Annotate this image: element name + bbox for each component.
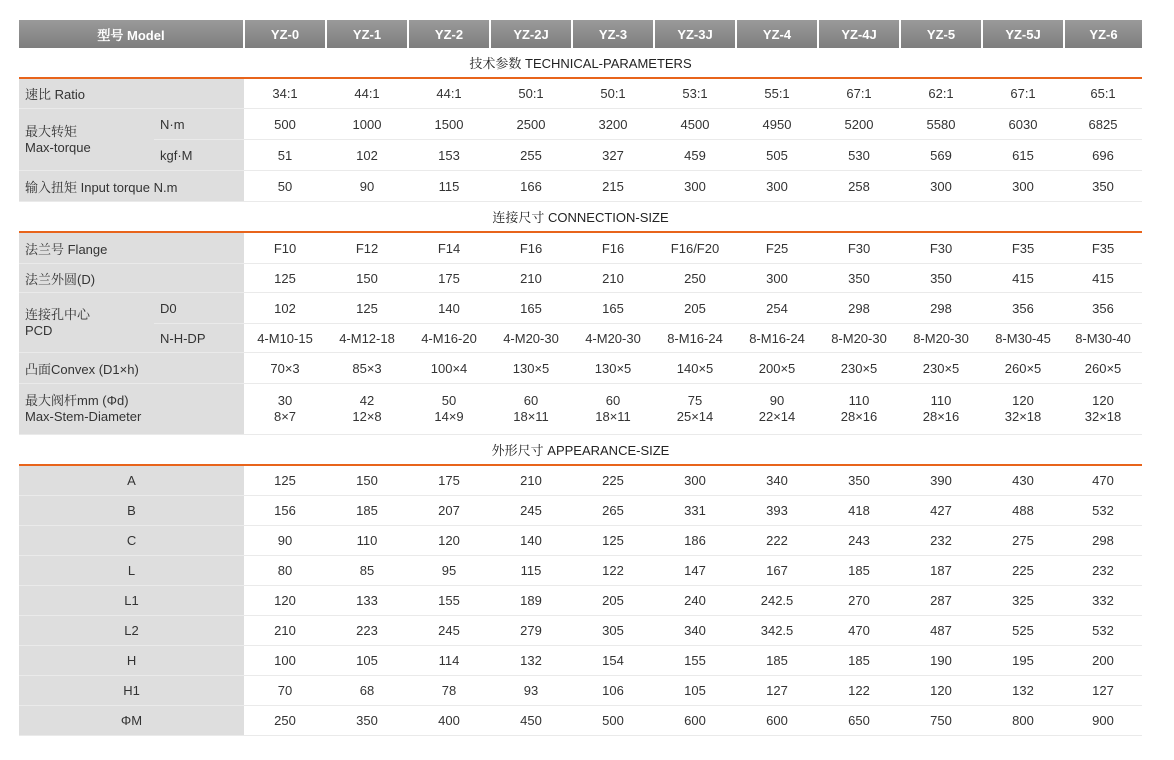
section-title: 外形尺寸 APPEARANCE-SIZE xyxy=(19,435,1142,466)
value-cell: 153 xyxy=(408,140,490,171)
value-cell: 270 xyxy=(818,586,900,616)
row-label-pcd xyxy=(19,293,154,353)
value-cell: 1500 xyxy=(408,109,490,140)
value-cell: 600 xyxy=(654,706,736,736)
value-cell: 255 xyxy=(490,140,572,171)
value-cell: 80 xyxy=(244,556,326,586)
value-cell: 165 xyxy=(572,293,654,324)
value-cell: 225 xyxy=(572,465,654,496)
row-label: A xyxy=(19,465,244,496)
value-cell: 44:1 xyxy=(408,78,490,109)
label-cn: 连接孔中心 xyxy=(25,306,91,322)
value-cell: 5200 xyxy=(818,109,900,140)
row-label: ΦM xyxy=(19,706,244,736)
value-cell: 300 xyxy=(900,171,982,202)
value-cell: 8-M30-40 xyxy=(1064,324,1142,353)
value-cell: 532 xyxy=(1064,496,1142,526)
row-label: B xyxy=(19,496,244,526)
value-cell: F35 xyxy=(1064,232,1142,264)
value-cell: 95 xyxy=(408,556,490,586)
value-cell xyxy=(490,384,572,435)
label-en: Max-Stem-Diameter xyxy=(25,409,142,424)
stem-diameter: 60 xyxy=(605,393,621,408)
value-cell: 4500 xyxy=(654,109,736,140)
row-appearance xyxy=(19,556,1142,586)
value-cell: 4-M16-20 xyxy=(408,324,490,353)
value-cell: 67:1 xyxy=(818,78,900,109)
value-cell: 279 xyxy=(490,616,572,646)
value-cell: 114 xyxy=(408,646,490,676)
value-cell: 340 xyxy=(736,465,818,496)
value-cell: 800 xyxy=(982,706,1064,736)
value-cell: 232 xyxy=(1064,556,1142,586)
value-cell: 500 xyxy=(244,109,326,140)
row-label: L xyxy=(19,556,244,586)
row-max-torque-kgf xyxy=(19,140,1142,171)
label-en: PCD xyxy=(25,322,53,338)
value-cell: 342.5 xyxy=(736,616,818,646)
row-flange-od xyxy=(19,264,1142,293)
value-cell: 390 xyxy=(900,465,982,496)
value-cell: F16/F20 xyxy=(654,232,736,264)
value-cell: 470 xyxy=(818,616,900,646)
value-cell: 44:1 xyxy=(326,78,408,109)
value-cell: 8-M30-45 xyxy=(982,324,1064,353)
value-cell: 156 xyxy=(244,496,326,526)
value-cell: 430 xyxy=(982,465,1064,496)
value-cell: 53:1 xyxy=(654,78,736,109)
stem-square: 28×16 xyxy=(840,409,878,424)
stem-diameter: 30 xyxy=(277,393,293,408)
stem-diameter: 110 xyxy=(930,393,952,408)
value-cell: 350 xyxy=(818,264,900,293)
stem-diameter: 120 xyxy=(1012,393,1034,408)
value-cell: 230×5 xyxy=(900,353,982,384)
value-cell: 133 xyxy=(326,586,408,616)
value-cell: 125 xyxy=(244,465,326,496)
value-cell: 6030 xyxy=(982,109,1064,140)
value-cell: 185 xyxy=(818,556,900,586)
value-cell: 298 xyxy=(818,293,900,324)
stem-square: 32×18 xyxy=(1084,409,1122,424)
value-cell: 155 xyxy=(408,586,490,616)
stem-square: 18×11 xyxy=(595,409,631,424)
value-cell: 900 xyxy=(1064,706,1142,736)
row-label: L2 xyxy=(19,616,244,646)
stem-diameter: 90 xyxy=(769,393,785,408)
value-cell: 147 xyxy=(654,556,736,586)
value-cell: 155 xyxy=(654,646,736,676)
stem-diameter: 50 xyxy=(441,393,457,408)
value-cell xyxy=(244,384,326,435)
model-header-cell: YZ-2J xyxy=(490,20,572,48)
unit-label: N·m xyxy=(154,109,244,140)
value-cell: 427 xyxy=(900,496,982,526)
value-cell: 250 xyxy=(244,706,326,736)
value-cell: F35 xyxy=(982,232,1064,264)
row-pcd-nhdp xyxy=(19,324,1142,353)
value-cell: F16 xyxy=(490,232,572,264)
unit-label: D0 xyxy=(154,293,244,324)
value-cell: 350 xyxy=(818,465,900,496)
value-cell: 356 xyxy=(1064,293,1142,324)
value-cell: 488 xyxy=(982,496,1064,526)
value-cell: 50 xyxy=(244,171,326,202)
value-cell: 106 xyxy=(572,676,654,706)
value-cell: 325 xyxy=(982,586,1064,616)
value-cell: 115 xyxy=(408,171,490,202)
value-cell: 132 xyxy=(982,676,1064,706)
value-cell: 300 xyxy=(736,264,818,293)
value-cell: 350 xyxy=(900,264,982,293)
value-cell: 34:1 xyxy=(244,78,326,109)
value-cell: 100 xyxy=(244,646,326,676)
value-cell: 115 xyxy=(490,556,572,586)
value-cell: 125 xyxy=(244,264,326,293)
section-title: 技术参数 TECHNICAL-PARAMETERS xyxy=(19,48,1142,78)
value-cell: 569 xyxy=(900,140,982,171)
model-header-cell: YZ-1 xyxy=(326,20,408,48)
value-cell: 102 xyxy=(244,293,326,324)
value-cell: 120 xyxy=(408,526,490,556)
value-cell xyxy=(654,384,736,435)
row-appearance xyxy=(19,646,1142,676)
value-cell: 130×5 xyxy=(490,353,572,384)
section-appearance xyxy=(19,435,1142,466)
value-cell: 132 xyxy=(490,646,572,676)
row-max-torque-nm xyxy=(19,109,1142,140)
value-cell: 210 xyxy=(244,616,326,646)
value-cell: 1000 xyxy=(326,109,408,140)
label-cn: 最大转矩 xyxy=(25,123,78,139)
value-cell: 207 xyxy=(408,496,490,526)
value-cell: 140×5 xyxy=(654,353,736,384)
value-cell: 500 xyxy=(572,706,654,736)
value-cell: 245 xyxy=(490,496,572,526)
value-cell: F12 xyxy=(326,232,408,264)
value-cell: 187 xyxy=(900,556,982,586)
value-cell: 532 xyxy=(1064,616,1142,646)
value-cell: 150 xyxy=(326,465,408,496)
value-cell: 8-M16-24 xyxy=(736,324,818,353)
value-cell: 230×5 xyxy=(818,353,900,384)
stem-square: 28×16 xyxy=(922,409,960,424)
stem-square: 32×18 xyxy=(1004,409,1042,424)
value-cell: 78 xyxy=(408,676,490,706)
value-cell: 287 xyxy=(900,586,982,616)
row-label: 输入扭矩 Input torque N.m xyxy=(19,171,244,202)
value-cell: 356 xyxy=(982,293,1064,324)
value-cell: 195 xyxy=(982,646,1064,676)
value-cell: 600 xyxy=(736,706,818,736)
stem-square: 12×8 xyxy=(352,409,382,424)
section-title: 连接尺寸 CONNECTION-SIZE xyxy=(19,202,1142,233)
value-cell: 327 xyxy=(572,140,654,171)
value-cell: 2500 xyxy=(490,109,572,140)
value-cell: 127 xyxy=(1064,676,1142,706)
value-cell: 50:1 xyxy=(490,78,572,109)
value-cell: 240 xyxy=(654,586,736,616)
value-cell: 300 xyxy=(736,171,818,202)
row-label-max-torque xyxy=(19,109,154,171)
row-convex xyxy=(19,353,1142,384)
value-cell xyxy=(818,384,900,435)
value-cell: 90 xyxy=(326,171,408,202)
label-en: Max-torque xyxy=(25,139,91,155)
value-cell: 225 xyxy=(982,556,1064,586)
value-cell: 125 xyxy=(572,526,654,556)
value-cell: 125 xyxy=(326,293,408,324)
value-cell: 305 xyxy=(572,616,654,646)
value-cell: F10 xyxy=(244,232,326,264)
row-appearance xyxy=(19,676,1142,706)
value-cell: 265 xyxy=(572,496,654,526)
value-cell: 525 xyxy=(982,616,1064,646)
value-cell: 185 xyxy=(326,496,408,526)
stem-square: 22×14 xyxy=(758,409,796,424)
model-header-cell: YZ-0 xyxy=(244,20,326,48)
value-cell: 505 xyxy=(736,140,818,171)
row-label: 速比 Ratio xyxy=(19,78,244,109)
section-connection xyxy=(19,202,1142,233)
value-cell: 340 xyxy=(654,616,736,646)
value-cell: F16 xyxy=(572,232,654,264)
row-label: C xyxy=(19,526,244,556)
model-header-cell: YZ-5 xyxy=(900,20,982,48)
model-header-cell: YZ-2 xyxy=(408,20,490,48)
value-cell: 70 xyxy=(244,676,326,706)
stem-square: 25×14 xyxy=(676,409,714,424)
value-cell: 51 xyxy=(244,140,326,171)
model-header-cell: YZ-3J xyxy=(654,20,736,48)
row-pcd-d0 xyxy=(19,293,1142,324)
value-cell: 696 xyxy=(1064,140,1142,171)
header-row xyxy=(19,20,1142,48)
value-cell: 140 xyxy=(490,526,572,556)
value-cell: F14 xyxy=(408,232,490,264)
value-cell xyxy=(982,384,1064,435)
value-cell xyxy=(1064,384,1142,435)
section-technical xyxy=(19,48,1142,78)
value-cell: 140 xyxy=(408,293,490,324)
value-cell: 210 xyxy=(490,465,572,496)
value-cell: 185 xyxy=(818,646,900,676)
value-cell: 120 xyxy=(244,586,326,616)
value-cell: 260×5 xyxy=(982,353,1064,384)
row-label: H xyxy=(19,646,244,676)
stem-diameter: 75 xyxy=(687,393,703,408)
value-cell: 350 xyxy=(1064,171,1142,202)
value-cell: 223 xyxy=(326,616,408,646)
stem-diameter: 42 xyxy=(359,393,375,408)
value-cell: 470 xyxy=(1064,465,1142,496)
value-cell: 186 xyxy=(654,526,736,556)
value-cell: 615 xyxy=(982,140,1064,171)
row-stem xyxy=(19,384,1142,435)
value-cell: 205 xyxy=(572,586,654,616)
value-cell: 4-M20-30 xyxy=(490,324,572,353)
value-cell: 530 xyxy=(818,140,900,171)
value-cell: 222 xyxy=(736,526,818,556)
value-cell: 122 xyxy=(572,556,654,586)
value-cell: F30 xyxy=(900,232,982,264)
spec-table xyxy=(19,20,1142,736)
stem-square: 8×7 xyxy=(273,409,297,424)
value-cell xyxy=(326,384,408,435)
value-cell: 70×3 xyxy=(244,353,326,384)
unit-label: kgf·M xyxy=(154,140,244,171)
value-cell: 90 xyxy=(244,526,326,556)
value-cell: 175 xyxy=(408,465,490,496)
value-cell: 200×5 xyxy=(736,353,818,384)
value-cell: 3200 xyxy=(572,109,654,140)
value-cell: 332 xyxy=(1064,586,1142,616)
value-cell: 8-M16-24 xyxy=(654,324,736,353)
value-cell: 400 xyxy=(408,706,490,736)
value-cell: 85 xyxy=(326,556,408,586)
value-cell: 150 xyxy=(326,264,408,293)
model-header-label: 型号 Model xyxy=(19,20,244,48)
value-cell: 205 xyxy=(654,293,736,324)
value-cell: 298 xyxy=(900,293,982,324)
model-header-cell: YZ-4J xyxy=(818,20,900,48)
value-cell: 167 xyxy=(736,556,818,586)
value-cell: 487 xyxy=(900,616,982,646)
value-cell: 8-M20-30 xyxy=(900,324,982,353)
value-cell: 300 xyxy=(654,465,736,496)
value-cell xyxy=(408,384,490,435)
model-header-cell: YZ-3 xyxy=(572,20,654,48)
value-cell: 650 xyxy=(818,706,900,736)
value-cell: 85×3 xyxy=(326,353,408,384)
value-cell: 250 xyxy=(654,264,736,293)
row-appearance xyxy=(19,496,1142,526)
model-header-cell: YZ-5J xyxy=(982,20,1064,48)
value-cell: 258 xyxy=(818,171,900,202)
value-cell: 189 xyxy=(490,586,572,616)
value-cell: 110 xyxy=(326,526,408,556)
value-cell: 243 xyxy=(818,526,900,556)
value-cell: 4950 xyxy=(736,109,818,140)
value-cell: 166 xyxy=(490,171,572,202)
value-cell: 175 xyxy=(408,264,490,293)
label-cn: 最大阀杆mm (Φd) xyxy=(25,393,129,408)
row-label: 法兰号 Flange xyxy=(19,232,244,264)
value-cell: 67:1 xyxy=(982,78,1064,109)
row-label: 凸面Convex (D1×h) xyxy=(19,353,244,384)
value-cell: 393 xyxy=(736,496,818,526)
value-cell: 4-M10-15 xyxy=(244,324,326,353)
value-cell: 750 xyxy=(900,706,982,736)
value-cell: 165 xyxy=(490,293,572,324)
value-cell: 105 xyxy=(326,646,408,676)
value-cell: 100×4 xyxy=(408,353,490,384)
value-cell: 331 xyxy=(654,496,736,526)
row-appearance xyxy=(19,586,1142,616)
row-label: H1 xyxy=(19,676,244,706)
value-cell: 298 xyxy=(1064,526,1142,556)
value-cell: 5580 xyxy=(900,109,982,140)
stem-square: 18×11 xyxy=(513,409,549,424)
value-cell: 415 xyxy=(1064,264,1142,293)
value-cell: 4-M12-18 xyxy=(326,324,408,353)
value-cell: 6825 xyxy=(1064,109,1142,140)
value-cell: F30 xyxy=(818,232,900,264)
value-cell: 242.5 xyxy=(736,586,818,616)
value-cell: 50:1 xyxy=(572,78,654,109)
row-appearance xyxy=(19,706,1142,736)
value-cell: 215 xyxy=(572,171,654,202)
row-flange xyxy=(19,232,1142,264)
row-appearance xyxy=(19,616,1142,646)
value-cell: 300 xyxy=(654,171,736,202)
value-cell: 68 xyxy=(326,676,408,706)
value-cell: 130×5 xyxy=(572,353,654,384)
value-cell: 459 xyxy=(654,140,736,171)
value-cell: 102 xyxy=(326,140,408,171)
value-cell: 8-M20-30 xyxy=(818,324,900,353)
value-cell xyxy=(900,384,982,435)
value-cell: 127 xyxy=(736,676,818,706)
value-cell: 245 xyxy=(408,616,490,646)
row-label: 法兰外圆(D) xyxy=(19,264,244,293)
row-ratio xyxy=(19,78,1142,109)
value-cell: 275 xyxy=(982,526,1064,556)
value-cell: 190 xyxy=(900,646,982,676)
value-cell: 93 xyxy=(490,676,572,706)
value-cell: 254 xyxy=(736,293,818,324)
stem-diameter: 120 xyxy=(1092,393,1114,408)
value-cell: 210 xyxy=(572,264,654,293)
value-cell: 105 xyxy=(654,676,736,706)
value-cell: F25 xyxy=(736,232,818,264)
row-appearance xyxy=(19,526,1142,556)
row-input-torque xyxy=(19,171,1142,202)
value-cell xyxy=(572,384,654,435)
model-header-cell: YZ-4 xyxy=(736,20,818,48)
stem-diameter: 110 xyxy=(848,393,870,408)
value-cell: 450 xyxy=(490,706,572,736)
value-cell: 232 xyxy=(900,526,982,556)
unit-label: N-H-DP xyxy=(154,324,244,353)
value-cell: 120 xyxy=(900,676,982,706)
model-header-cell: YZ-6 xyxy=(1064,20,1142,48)
value-cell: 4-M20-30 xyxy=(572,324,654,353)
value-cell: 55:1 xyxy=(736,78,818,109)
value-cell: 122 xyxy=(818,676,900,706)
value-cell: 418 xyxy=(818,496,900,526)
value-cell: 260×5 xyxy=(1064,353,1142,384)
value-cell: 415 xyxy=(982,264,1064,293)
value-cell: 154 xyxy=(572,646,654,676)
value-cell: 210 xyxy=(490,264,572,293)
value-cell: 300 xyxy=(982,171,1064,202)
value-cell: 185 xyxy=(736,646,818,676)
row-label-stem xyxy=(19,384,244,435)
value-cell: 62:1 xyxy=(900,78,982,109)
stem-square: 14×9 xyxy=(434,409,464,424)
value-cell: 200 xyxy=(1064,646,1142,676)
row-appearance xyxy=(19,465,1142,496)
row-label: L1 xyxy=(19,586,244,616)
value-cell xyxy=(736,384,818,435)
value-cell: 350 xyxy=(326,706,408,736)
value-cell: 65:1 xyxy=(1064,78,1142,109)
stem-diameter: 60 xyxy=(523,393,539,408)
